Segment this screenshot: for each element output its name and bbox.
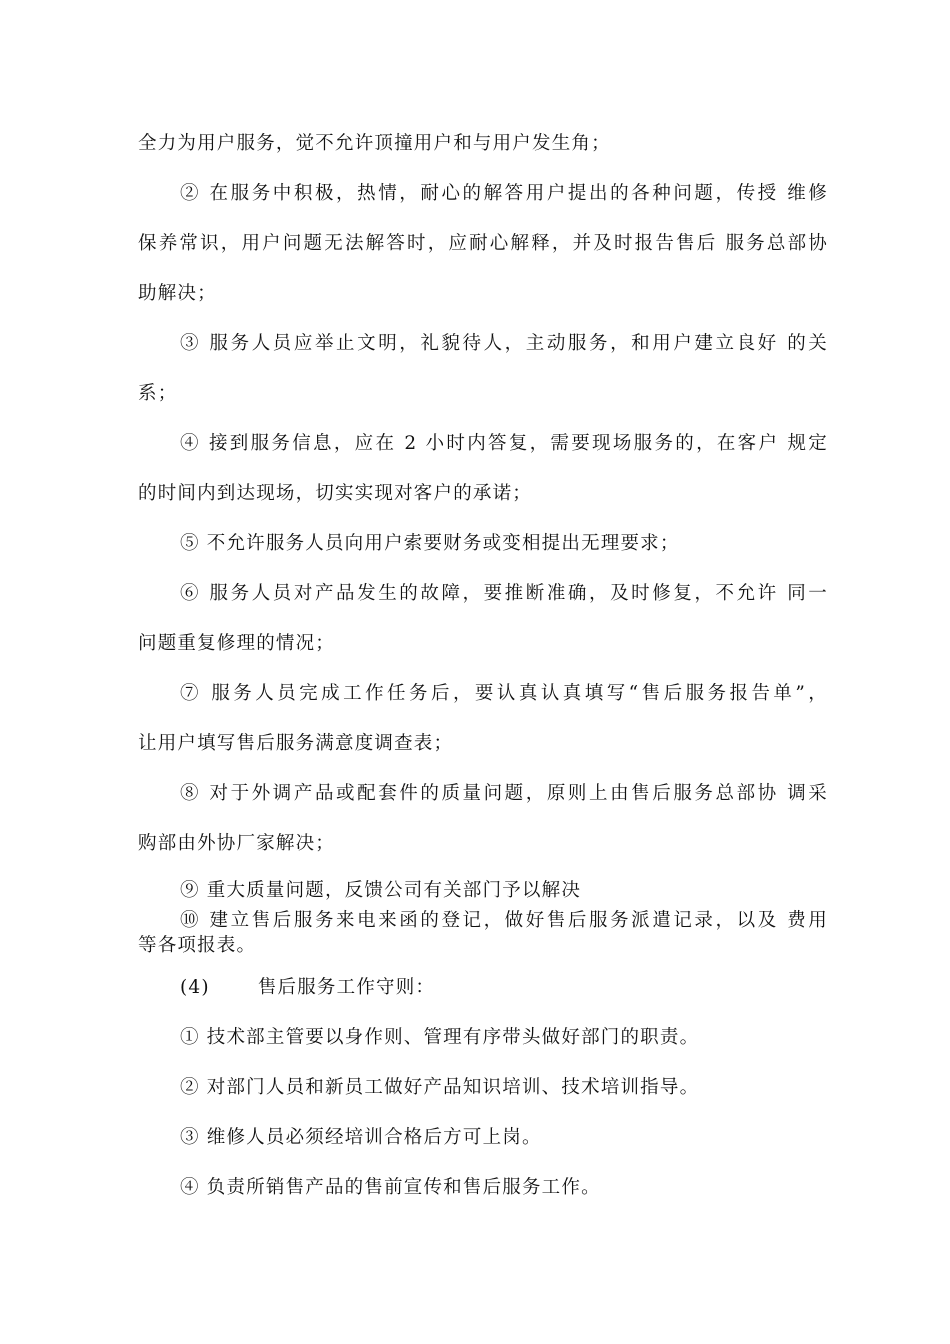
text-line-23: ③ 维修人员必须经培训合格后方可上岗。 [180, 1127, 542, 1148]
text-line-17: ⑩ 建立售后服务来电来函的登记，做好售后服务派遣记录，以及 费用 [180, 910, 828, 931]
text-line-14: ⑧ 对于外调产品或配套件的质量问题，原则上由售后服务总部协 调采 [180, 783, 828, 804]
text-line-4: 助解决； [138, 283, 217, 304]
text-line-9: ⑤ 不允许服务人员向用户索要财务或变相提出无理要求； [180, 533, 680, 554]
text-line-12: ⑦ 服务人员完成工作任务后，要认真认真填写“售后服务报告单”， [180, 683, 828, 704]
text-line-11: 问题重复修理的情况； [138, 633, 336, 654]
text-line-2: ② 在服务中积极，热情，耐心的解答用户提出的各种问题，传授 维修 [180, 183, 828, 204]
text-line-7: ④ 接到服务信息，应在 2 小时内答复，需要现场服务的，在客户 规定 [180, 433, 828, 454]
text-line-18: 等各项报表。 [138, 935, 257, 956]
text-line-13: 让用户填写售后服务满意度调查表； [138, 733, 454, 754]
section-title: 售后服务工作守则： [257, 977, 436, 998]
text-line-5: ③ 服务人员应举止文明，礼貌待人，主动服务，和用户建立良好 的关 [180, 333, 828, 354]
text-line-22: ② 对部门人员和新员工做好产品知识培训、技术培训指导。 [180, 1077, 700, 1098]
section-heading [180, 976, 828, 1000]
text-line-3: 保养常识，用户问题无法解答时，应耐心解释，并及时报告售后 服务总部协 [138, 233, 828, 254]
text-line-21: ① 技术部主管要以身作则、管理有序带头做好部门的职责。 [180, 1027, 700, 1048]
text-line-6: 系； [138, 383, 178, 404]
text-line-10: ⑥ 服务人员对产品发生的故障，要推断准确，及时修复，不允许 同一 [180, 583, 828, 604]
text-line-15: 购部由外协厂家解决； [138, 833, 336, 854]
text-line-16: ⑨ 重大质量问题，反馈公司有关部门予以解决 [180, 880, 582, 901]
text-line-24: ④ 负责所销售产品的售前宣传和售后服务工作。 [180, 1177, 601, 1198]
text-line-1: 全力为用户服务，觉不允许顶撞用户和与用户发生角； [138, 133, 611, 154]
text-line-8: 的时间内到达现场，切实实现对客户的承诺； [138, 483, 533, 504]
section-number: (4) [180, 977, 210, 998]
